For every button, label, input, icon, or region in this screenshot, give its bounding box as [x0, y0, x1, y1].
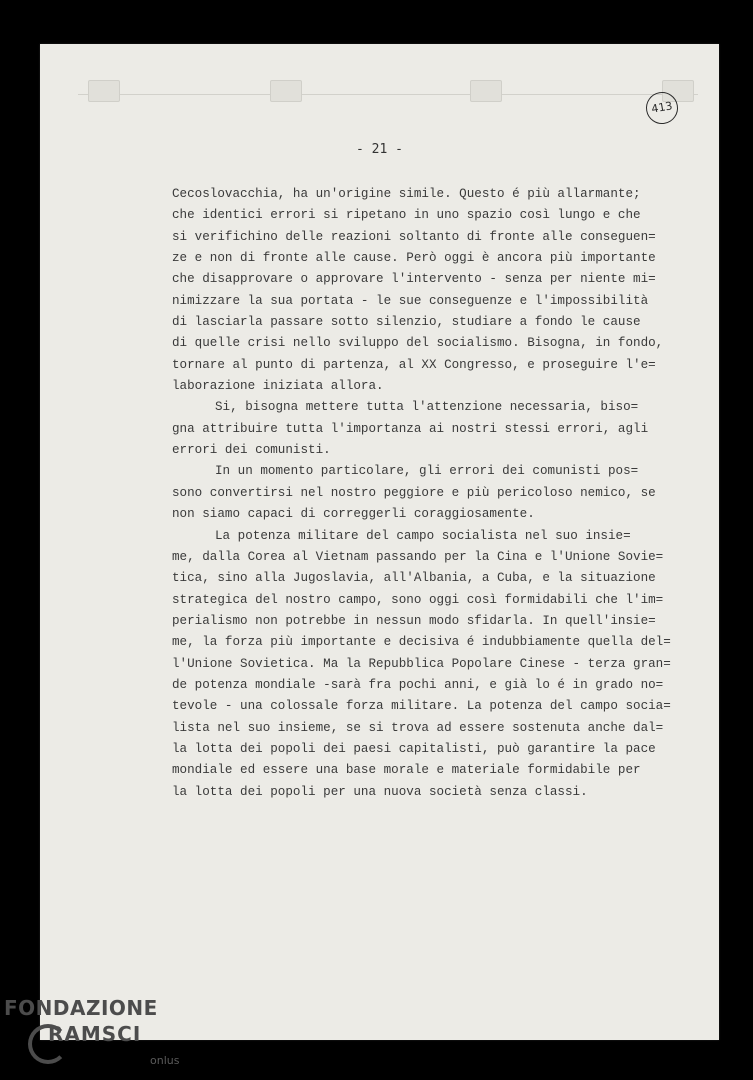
watermark-line1: FONDAZIONE	[4, 996, 158, 1020]
text-line: Si, bisogna mettere tutta l'attenzione necessaria, biso=	[215, 400, 639, 415]
fondazione-gramsci-watermark	[4, 996, 180, 1067]
text-line: nimizzare la sua portata - le sue conseguenze e l'impossibilità	[172, 293, 649, 308]
text-line: mondiale ed essere una base morale e materiale formidabile per	[172, 763, 641, 778]
binding-clip	[270, 80, 302, 102]
text-line: me, la forza più importante e decisiva é indubbiamente quella del=	[172, 635, 671, 650]
text-line: la lotta dei popoli per una nuova società senza classi.	[172, 784, 588, 799]
text-line: tica, sino alla Jugoslavia, all'Albania, a Cuba, e la situazione	[172, 571, 656, 586]
text-line: lista nel suo insieme, se si trova ad essere sostenuta anche dal=	[172, 720, 664, 735]
text-line: tornare al punto di partenza, al XX Congresso, e proseguire l'e=	[172, 357, 656, 372]
watermark-suffix: onlus	[150, 1054, 180, 1067]
text-line: Cecoslovacchia, ha un'origine simile. Questo é più allarmante;	[172, 187, 641, 201]
text-line: perialismo non potrebbe in nessun modo sfidarla. In quell'insie=	[172, 613, 656, 628]
text-line: tevole - una colossale forza militare. La potenza del campo socia=	[172, 699, 671, 714]
document-page	[40, 44, 719, 1040]
archive-number-stamp: 413	[643, 89, 680, 126]
text-line: errori dei comunisti.	[172, 443, 331, 458]
text-line: che disapprovare o approvare l'intervento - senza per niente mi=	[172, 272, 656, 287]
text-line: gna attribuire tutta l'importanza ai nostri stessi errori, agli	[172, 421, 649, 436]
watermark-line2: RAMSCI	[48, 1022, 142, 1046]
text-line: La potenza militare del campo socialista nel suo insie=	[215, 528, 631, 543]
page-number: - 21 -	[356, 142, 403, 157]
text-line: In un momento particolare, gli errori dei comunisti pos=	[215, 464, 639, 479]
binding-clip	[88, 80, 120, 102]
text-line: ze e non di fronte alle cause. Però oggi è ancora più importante	[172, 251, 656, 266]
text-line: me, dalla Corea al Vietnam passando per la Cina e l'Unione Sovie=	[172, 549, 664, 564]
text-line: laborazione iniziata allora.	[172, 379, 384, 394]
text-line: si verifichino delle reazioni soltanto di fronte alle conseguen=	[172, 229, 656, 244]
text-line: di lasciarla passare sotto silenzio, studiare a fondo le cause	[172, 315, 641, 330]
text-line: la lotta dei popoli dei paesi capitalisti, può garantire la pace	[172, 741, 656, 756]
text-line: de potenza mondiale -sarà fra pochi anni, e già lo é in grado no=	[172, 677, 664, 692]
binding-strip	[78, 74, 698, 95]
text-line: l'Unione Sovietica. Ma la Repubblica Popolare Cinese - terza gran=	[172, 656, 671, 671]
text-line: non siamo capaci di correggerli coraggiosamente.	[172, 507, 535, 522]
text-line: strategica del nostro campo, sono oggi così formidabili che l'im=	[172, 592, 664, 607]
body-text	[172, 184, 672, 803]
binding-clip	[470, 80, 502, 102]
text-line: sono convertirsi nel nostro peggiore e più pericoloso nemico, se	[172, 485, 656, 500]
text-line: di quelle crisi nello sviluppo del socialismo. Bisogna, in fondo,	[172, 336, 664, 351]
text-line: che identici errori si ripetano in uno spazio così lungo e che	[172, 208, 641, 223]
